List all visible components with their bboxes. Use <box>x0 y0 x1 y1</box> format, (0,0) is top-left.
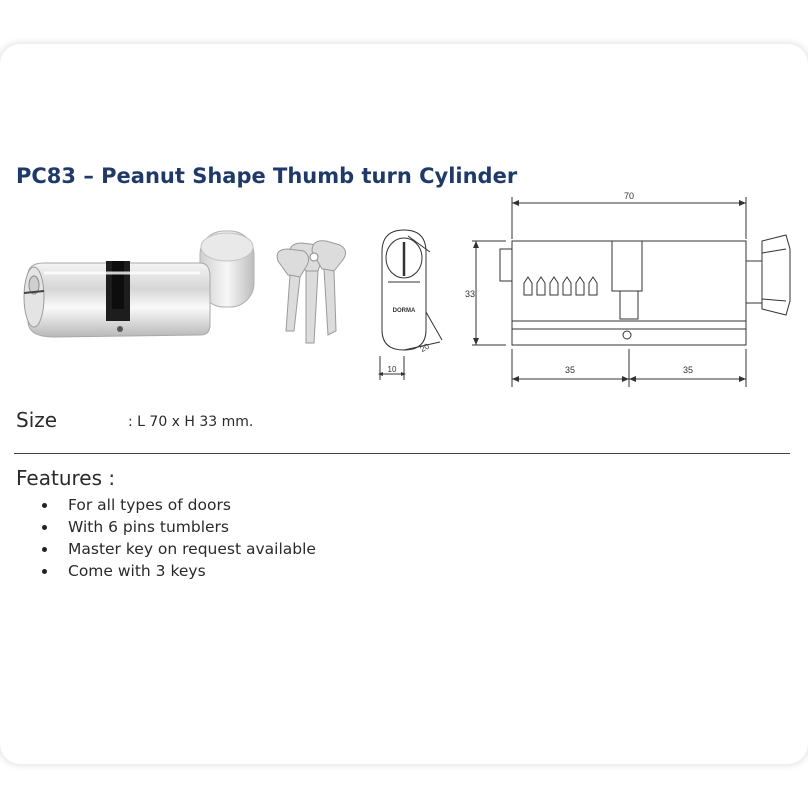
feature-item: With 6 pins tumblers <box>40 516 316 538</box>
cylinder-photo <box>14 225 264 365</box>
feature-item: Master key on request available <box>40 538 316 560</box>
feature-item: Come with 3 keys <box>40 560 316 582</box>
size-value: : L 70 x H 33 mm. <box>128 414 254 430</box>
end-view-drawing <box>368 222 448 392</box>
dim-end-width: 10 <box>387 365 397 374</box>
dim-right-half: 35 <box>682 365 694 375</box>
features-heading: Features : <box>16 466 116 490</box>
dim-left-half: 35 <box>564 365 576 375</box>
dim-height: 33 <box>464 289 476 299</box>
product-title: PC83 – Peanut Shape Thumb turn Cylinder <box>16 164 518 188</box>
features-list <box>40 494 316 582</box>
dim-end-angle: 20 <box>418 341 431 354</box>
brand-mark: DORMA <box>392 308 416 314</box>
size-label: Size <box>16 408 58 432</box>
feature-item: For all types of doors <box>40 494 316 516</box>
keys-photo <box>268 235 360 353</box>
product-card <box>0 44 808 764</box>
dim-total-length: 70 <box>623 191 635 201</box>
side-view-drawing <box>460 183 800 398</box>
section-divider <box>14 453 790 454</box>
